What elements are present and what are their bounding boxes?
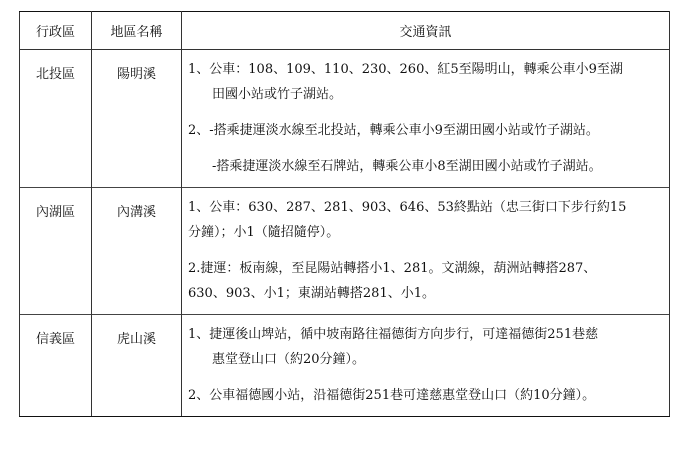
- transport-entry: [188, 256, 663, 306]
- transport-table: [19, 11, 670, 417]
- area-name-cell: 陽明溪: [92, 50, 182, 188]
- transport-entry: [188, 383, 663, 408]
- entry-text: -搭乘捷運淡水線至石牌站，轉乘公車小8至湖田國小站或竹子湖站。: [212, 159, 602, 174]
- header-area-name: 地區名稱: [92, 12, 182, 50]
- entry-text-continued: 惠堂登山口（約20分鐘）。: [212, 352, 366, 367]
- transport-entry: [188, 195, 663, 245]
- table-row: [20, 50, 670, 188]
- entry-text: 2、公車福德國小站，沿福德街251巷可達慈惠堂登山口（約10分鐘）。: [188, 388, 596, 403]
- transport-info-document: [19, 11, 669, 417]
- entry-text: 2、-搭乘捷運淡水線至北投站，轉乘公車小9至湖田國小站或竹子湖站。: [188, 123, 599, 138]
- district-cell: 北投區: [20, 50, 92, 188]
- transport-entry: [188, 118, 663, 143]
- entry-text: 2.捷運：板南線，至昆陽站轉搭小1、281。文湖線，葫洲站轉搭287、: [188, 261, 597, 276]
- header-district: 行政區: [20, 12, 92, 50]
- area-name-cell: 虎山溪: [92, 315, 182, 417]
- transport-entry: [188, 154, 663, 179]
- district-cell: 信義區: [20, 315, 92, 417]
- area-name-cell: 內溝溪: [92, 188, 182, 315]
- transport-info-cell: [182, 188, 670, 315]
- entry-text-continued: 分鐘）；小1（隨招隨停）。: [188, 225, 340, 240]
- transport-entry: [188, 57, 663, 107]
- entry-text-continued: 田國小站或竹子湖站。: [212, 87, 343, 102]
- table-row: [20, 188, 670, 315]
- table-header-row: [20, 12, 670, 50]
- header-transport-info: 交通資訊: [182, 12, 670, 50]
- entry-text: 1、公車：630、287、281、903、646、53終點站（忠三街口下步行約15: [188, 200, 627, 215]
- transport-info-cell: [182, 315, 670, 417]
- entry-text: 1、捷運後山埤站，循中坡南路往福德街方向步行，可達福德街251巷慈: [188, 327, 599, 342]
- table-row: [20, 315, 670, 417]
- district-cell: 內湖區: [20, 188, 92, 315]
- transport-entry: [188, 322, 663, 372]
- entry-text: 1、公車：108、109、110、230、260、紅5至陽明山，轉乘公車小9至湖: [188, 62, 623, 77]
- transport-info-cell: [182, 50, 670, 188]
- entry-text-continued: 630、903、小1；東湖站轉搭281、小1。: [188, 286, 435, 301]
